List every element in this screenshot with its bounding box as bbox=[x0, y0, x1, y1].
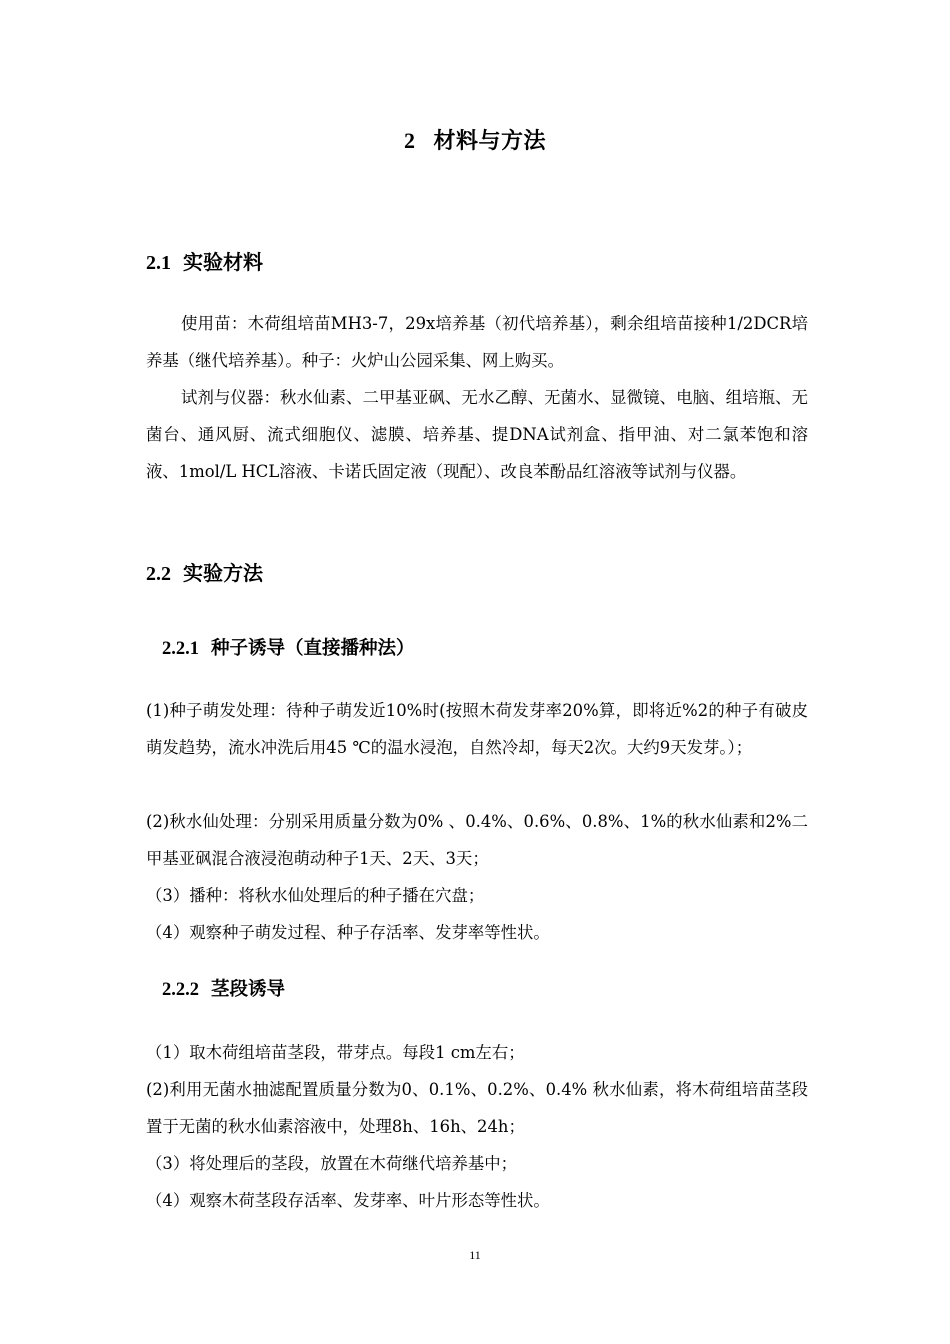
subsection-number: 2.2.2 bbox=[162, 980, 199, 1000]
chapter-title bbox=[0, 124, 950, 155]
section-2-2-1-heading bbox=[162, 634, 415, 660]
materials-paragraph: 使用苗：木荷组培苗MH3-7，29x培养基（初代培养基），剩余组培苗接种1/2DCR培养基（继代培养基）。种子：火炉山公园采集、网上购买。 bbox=[146, 314, 808, 370]
page-number: 11 bbox=[469, 1248, 481, 1262]
section-title: 实验材料 bbox=[183, 250, 263, 274]
section-title: 实验方法 bbox=[183, 561, 263, 585]
section-number: 2.1 bbox=[146, 252, 171, 274]
stem-step-4: （4）观察木荷茎段存活率、发芽率、叶片形态等性状。 bbox=[146, 1191, 550, 1210]
chapter-number: 2 bbox=[403, 128, 416, 153]
seed-step-1: (1)种子萌发处理：待种子萌发近10%时(按照木荷发芽率20%算，即将近%2的种子有破皮萌发趋势，流水冲洗后用45 ℃的温水浸泡，自然冷却，每天2次。大约9天发芽。）； bbox=[146, 701, 808, 757]
subsection-title: 种子诱导（直接播种法） bbox=[211, 638, 415, 659]
section-2-1-heading bbox=[146, 246, 263, 275]
seed-step-4: （4）观察种子萌发过程、种子存活率、发芽率等性状。 bbox=[146, 923, 550, 942]
chapter-title-text: 材料与方法 bbox=[433, 129, 546, 154]
subsection-title: 茎段诱导 bbox=[211, 979, 286, 1000]
section-number: 2.2 bbox=[146, 563, 171, 585]
stem-step-2: (2)利用无菌水抽滤配置质量分数为0、0.1%、0.2%、0.4% 秋水仙素，将木荷组培苗茎段置于无菌的秋水仙素溶液中，处理8h、16h、24h； bbox=[146, 1080, 808, 1136]
seed-step-2: (2)秋水仙处理：分别采用质量分数为0% 、0.4%、0.6%、0.8%、1%的秋水仙素和2%二甲基亚砜混合液浸泡萌动种子1天、2天、3天； bbox=[146, 812, 808, 868]
seed-step-3: （3）播种：将秋水仙处理后的种子播在穴盘； bbox=[146, 886, 485, 905]
section-2-2-2-heading bbox=[162, 975, 285, 1001]
stem-step-3: （3）将处理后的茎段，放置在木荷继代培养基中； bbox=[146, 1154, 518, 1173]
reagents-paragraph: 试剂与仪器：秋水仙素、二甲基亚砜、无水乙醇、无菌水、显微镜、电脑、组培瓶、无菌台、通风厨、流式细胞仪、滤膜、培养基、提DNA试剂盒、指甲油、对二氯苯饱和溶液、1mol/L HCL溶液、卡诺氏固定液（现配）、改良苯酚品红溶液等试剂与仪器。 bbox=[146, 388, 808, 481]
section-2-2-heading bbox=[146, 557, 263, 586]
subsection-number: 2.2.1 bbox=[162, 639, 199, 659]
stem-step-1: （1）取木荷组培苗茎段，带芽点。每段1 cm左右； bbox=[146, 1043, 525, 1062]
